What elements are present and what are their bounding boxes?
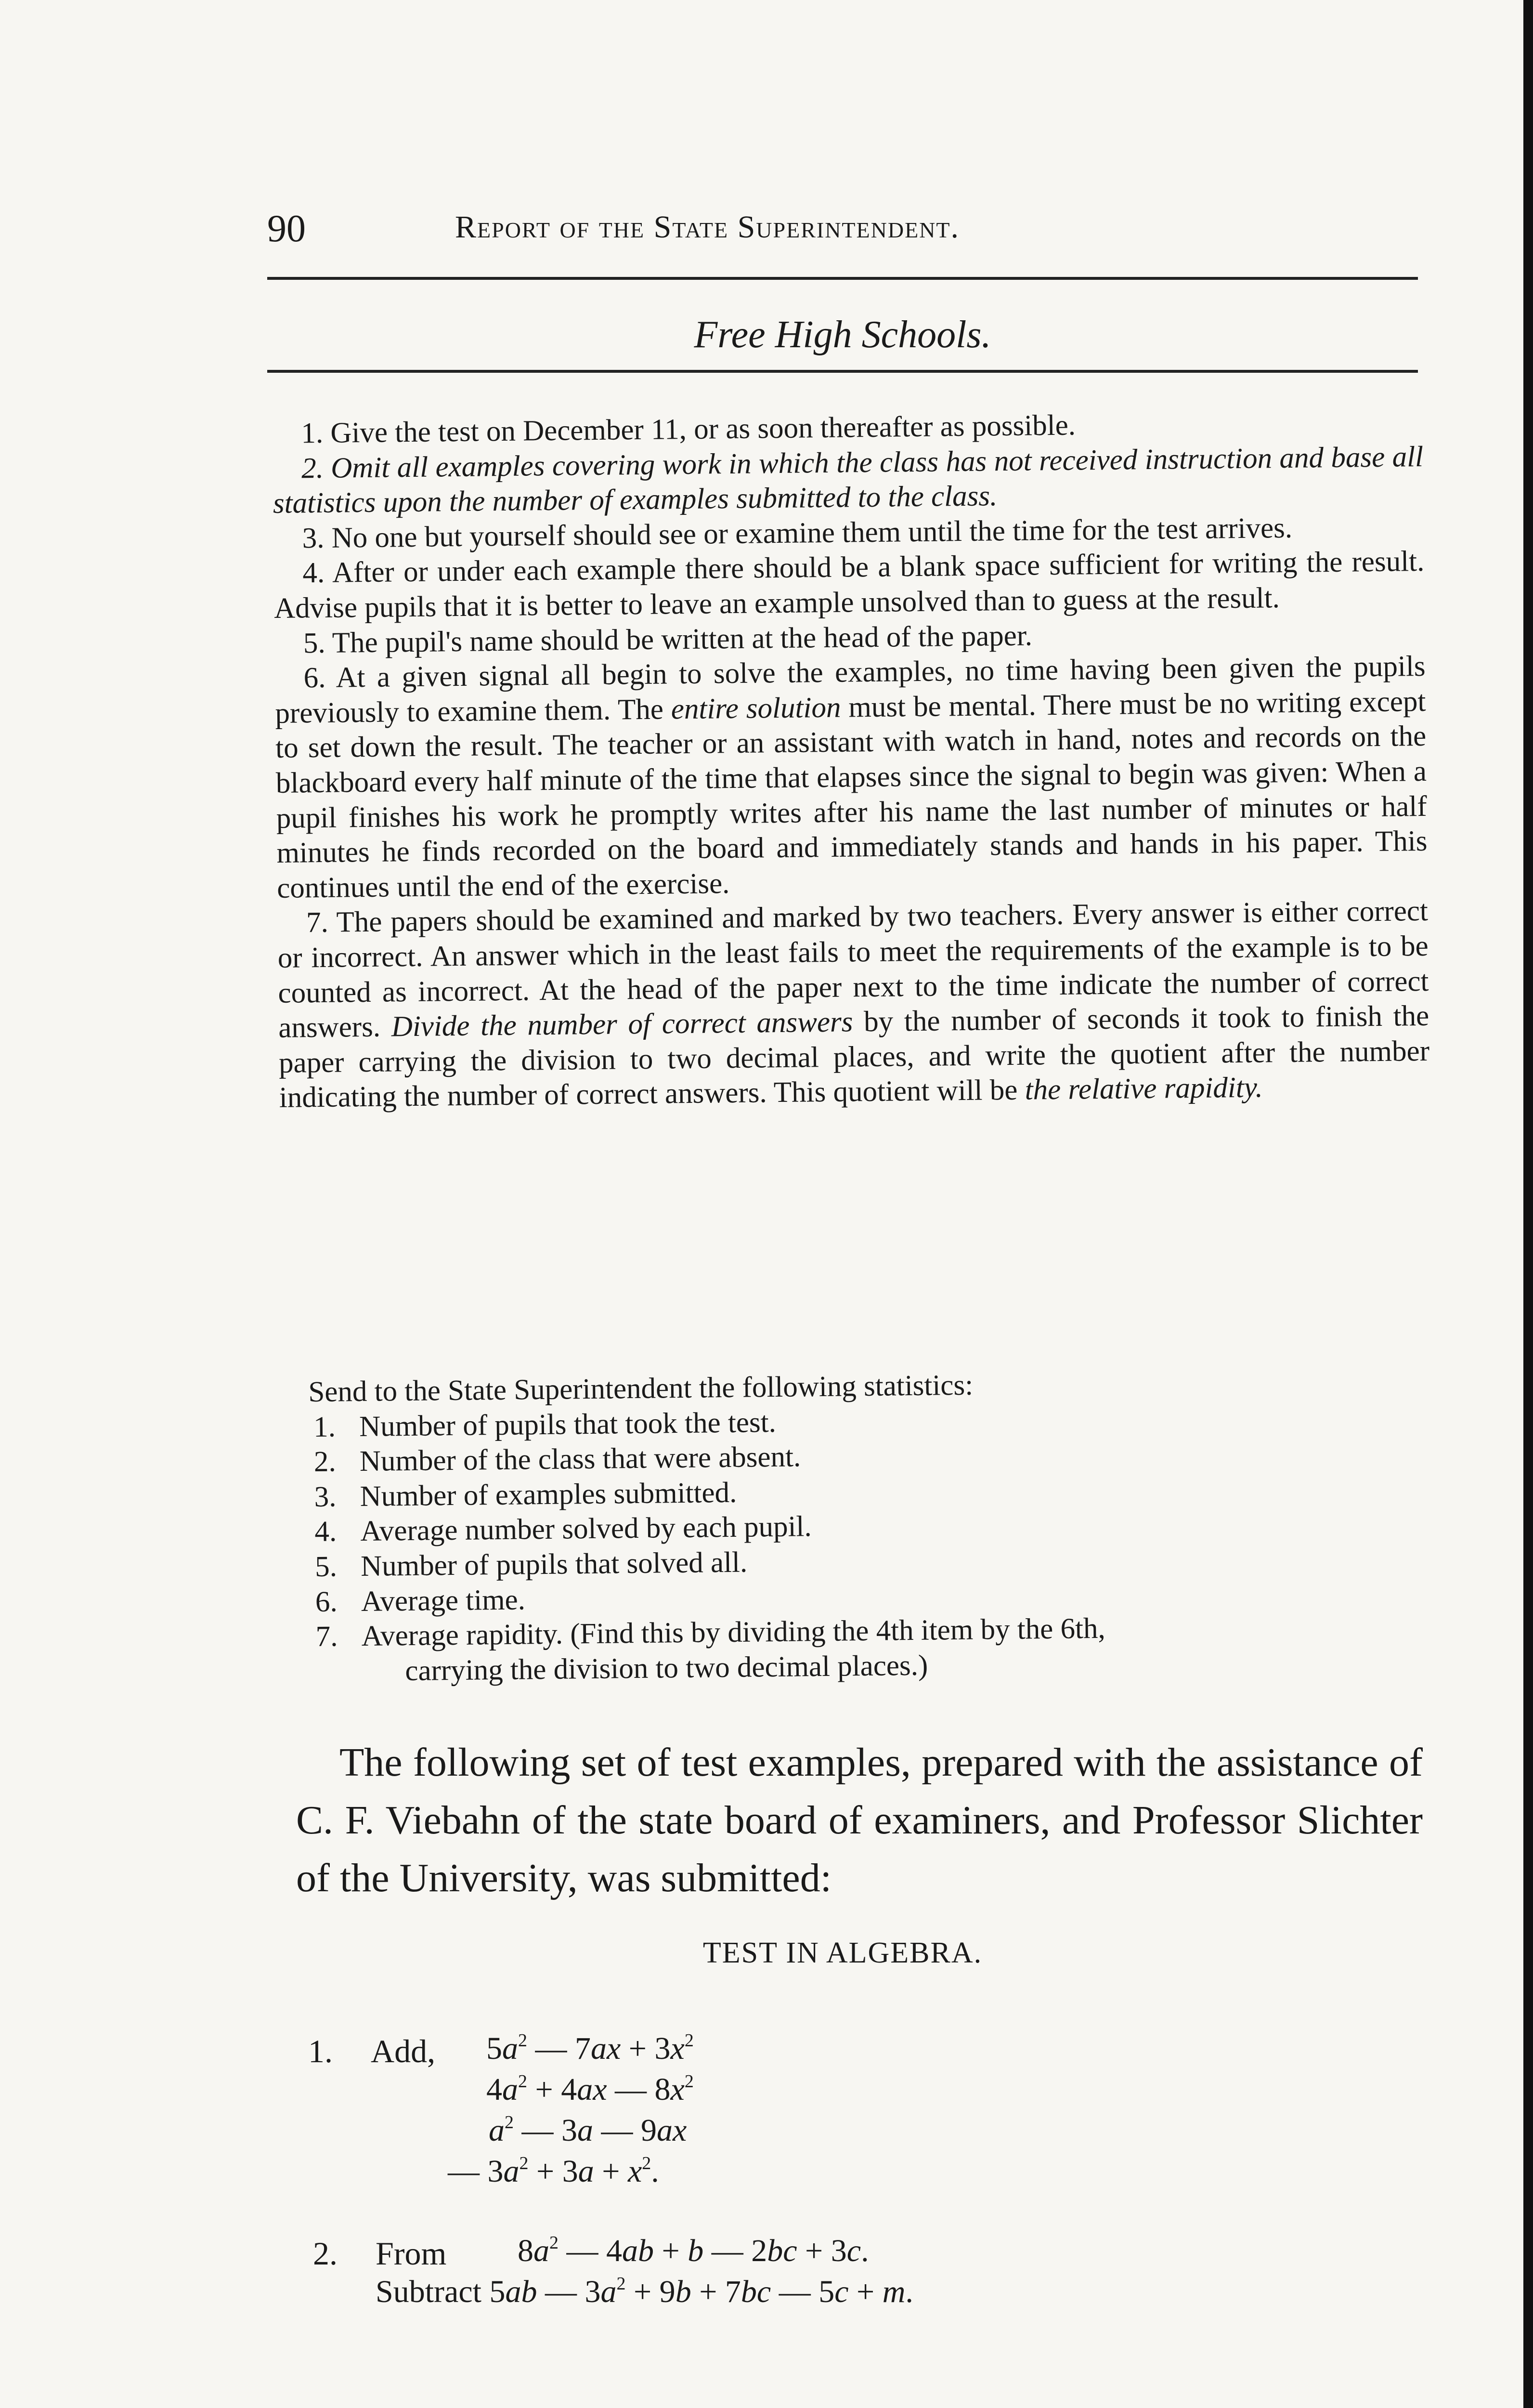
statistics-item-text: Average rapidity. (Find this by dividing the 4th item by the 6th,	[361, 1612, 1106, 1653]
statistics-item-number: 1.	[313, 1411, 336, 1443]
term-text: + 9	[625, 2274, 676, 2309]
instruction-emphasis: 2. Omit all examples covering work in which the class has not received instruction and base all statistics upon the number of examples submitted to the class.	[273, 440, 1424, 520]
instruction-text: by the number of seconds it took to finish the paper carrying the division to two decimal places, and write the quotient after the number indicating the number of correct answers. This quotient will be	[278, 999, 1430, 1114]
problem-1-row	[448, 2153, 659, 2190]
term-text: + 4	[527, 2072, 577, 2107]
instruction-emphasis: entire solution	[671, 691, 841, 726]
statistics-item-number: 5.	[314, 1550, 338, 1583]
problem-1-number: 1.	[308, 2033, 333, 2069]
variable: b	[675, 2274, 691, 2309]
exponent: 2	[549, 2233, 559, 2253]
exponent: 2	[519, 2153, 529, 2173]
term-text: + 7	[691, 2274, 741, 2309]
term-text: — 3	[537, 2274, 601, 2309]
instruction-text: 6. At a given signal all begin to solve the examples, no time having been given the pupils previously to examine them. The	[275, 650, 1426, 730]
running-title: Report of the State Superintendent.	[455, 209, 960, 245]
instruction-text: 7. The papers should be examined and marked by two teachers. Every answer is either correct or incorrect. An answer which in the least fails to meet the requirements of the example is to be counted as incorrect. At the head of the paper next to the time indicate the number of correct answers.	[277, 895, 1429, 1045]
term-text: — 7	[527, 2031, 591, 2066]
variable: m	[882, 2274, 906, 2309]
instructions-list	[272, 405, 1430, 1116]
instruction-item	[277, 894, 1430, 1116]
variable: x	[670, 2072, 685, 2107]
instruction-text: 3. No one but yourself should see or examine them until the time for the test arrives.	[302, 511, 1293, 555]
variable: a	[502, 2031, 518, 2066]
variable: a	[600, 2274, 617, 2309]
term-text: — 3	[448, 2154, 504, 2189]
variable: bc	[767, 2233, 797, 2268]
exponent: 2	[642, 2153, 651, 2173]
term-text: + 3	[528, 2154, 578, 2189]
statistics-item-text: Number of pupils that solved all.	[360, 1546, 748, 1583]
term-text: — 8	[607, 2072, 671, 2107]
variable: a	[502, 2072, 518, 2107]
statistics-item-number: 7.	[315, 1620, 338, 1653]
term-text: 8	[518, 2233, 533, 2268]
intro-text: The following set of test examples, prepared with the assistance of C. F. Viebahn of the state board of examiners, and Professor Slichter of the University, was submitted:	[296, 1740, 1423, 1900]
statistics-list	[313, 1398, 1429, 1689]
term-text: Subtract 5	[376, 2274, 506, 2309]
page-header	[267, 207, 1418, 260]
variable: a	[577, 2113, 593, 2148]
variable: a	[489, 2113, 505, 2148]
term-text: — 4	[559, 2233, 622, 2268]
variable: a	[533, 2233, 549, 2268]
statistics-item-number: 4.	[314, 1515, 337, 1548]
variable: b	[688, 2233, 704, 2268]
instruction-text: 4. After or under each example there should be a blank space sufficient for writing the result. Advise pupils that it is better to leave an example unsolved than to guess at the result.	[273, 545, 1425, 625]
statistics-item-continuation: carrying the division to two decimal places.)	[405, 1649, 928, 1687]
problem-2-from-label: From	[376, 2235, 447, 2272]
statistics-item-number: 6.	[315, 1585, 338, 1618]
page-number: 90	[267, 208, 306, 250]
term-text: .	[905, 2274, 913, 2309]
term-text: + 3	[621, 2031, 671, 2066]
term-text: .	[651, 2154, 659, 2189]
instruction-text: 1. Give the test on December 11, or as soon thereafter as possible.	[301, 409, 1076, 450]
statistics-item-text: Number of pupils that took the test.	[359, 1406, 777, 1443]
variable: x	[670, 2031, 685, 2066]
instruction-emphasis: the relative rapidity.	[1025, 1071, 1263, 1106]
variable: bc	[741, 2274, 771, 2309]
exponent: 2	[616, 2274, 626, 2294]
section-title: Free High Schools.	[694, 314, 991, 356]
term-text: .	[861, 2233, 869, 2268]
term-text: +	[594, 2154, 628, 2189]
statistics-item-number: 3.	[314, 1480, 337, 1513]
term-text: +	[654, 2233, 688, 2268]
exponent: 2	[684, 2071, 694, 2092]
term-text: — 2	[703, 2233, 767, 2268]
problem-1-label: Add,	[371, 2033, 436, 2069]
instruction-item	[273, 544, 1425, 626]
instruction-item	[273, 440, 1424, 522]
page-edge	[1523, 0, 1533, 2408]
variable: a	[503, 2154, 520, 2189]
exponent: 2	[684, 2030, 694, 2051]
term-text: 4	[486, 2072, 502, 2107]
term-text: + 3	[797, 2233, 847, 2268]
term-text: — 9	[593, 2113, 657, 2148]
problem-2-minuend	[518, 2232, 869, 2269]
variable: ax	[591, 2031, 621, 2066]
variable: c	[834, 2274, 849, 2309]
exponent: 2	[505, 2112, 514, 2133]
statistics-item-text: Number of examples submitted.	[360, 1476, 737, 1513]
problem-1-row	[486, 2071, 694, 2108]
statistics-item-text: Number of the class that were absent.	[359, 1440, 801, 1478]
test-title: TEST IN ALGEBRA.	[702, 1937, 983, 1969]
statistics-intro: Send to the State Superintendent the following statistics:	[308, 1369, 974, 1409]
instruction-text: 5. The pupil's name should be written at the head of the paper.	[303, 619, 1033, 659]
variable: ab	[505, 2274, 537, 2309]
variable: a	[578, 2154, 594, 2189]
variable: x	[627, 2154, 642, 2189]
statistics-section	[308, 1363, 1429, 1689]
statistics-item	[315, 1608, 1428, 1689]
statistics-item-text: Average time.	[361, 1583, 526, 1618]
term-text: 5	[486, 2031, 502, 2066]
problem-1-row	[489, 2112, 687, 2149]
variable: c	[846, 2233, 861, 2268]
variable: ax	[577, 2072, 607, 2107]
exponent: 2	[518, 2030, 527, 2051]
term-text: — 3	[514, 2113, 577, 2148]
intro-paragraph	[296, 1734, 1423, 1907]
problem-2-number: 2.	[313, 2235, 338, 2272]
term-text: — 5	[771, 2274, 835, 2309]
exponent: 2	[518, 2071, 527, 2092]
variable: ab	[622, 2233, 654, 2268]
variable: ax	[657, 2113, 687, 2148]
instruction-emphasis: Divide the number of correct answers	[391, 1006, 853, 1043]
instruction-item	[274, 649, 1428, 906]
instruction-text: must be mental. There must be no writing except to set down the result. The teacher or an assistant with watch in hand, notes and records on the blackboard every half minute of the time that elapses since the signal to begin was given: When a pupil finishes his work he promptly writes after his name the last number of minutes or half minutes he finds recorded on the board and immediately stands and hands in his paper. This continues until the end of the exercise.	[275, 685, 1428, 904]
statistics-item-number: 2.	[313, 1445, 336, 1479]
problem-2-subtrahend	[376, 2273, 913, 2310]
term-text: +	[848, 2274, 883, 2309]
header-rule-top	[267, 277, 1418, 280]
statistics-item-text: Average number solved by each pupil.	[360, 1510, 812, 1548]
header-rule-bottom	[267, 370, 1418, 373]
problem-1-row	[486, 2030, 694, 2067]
